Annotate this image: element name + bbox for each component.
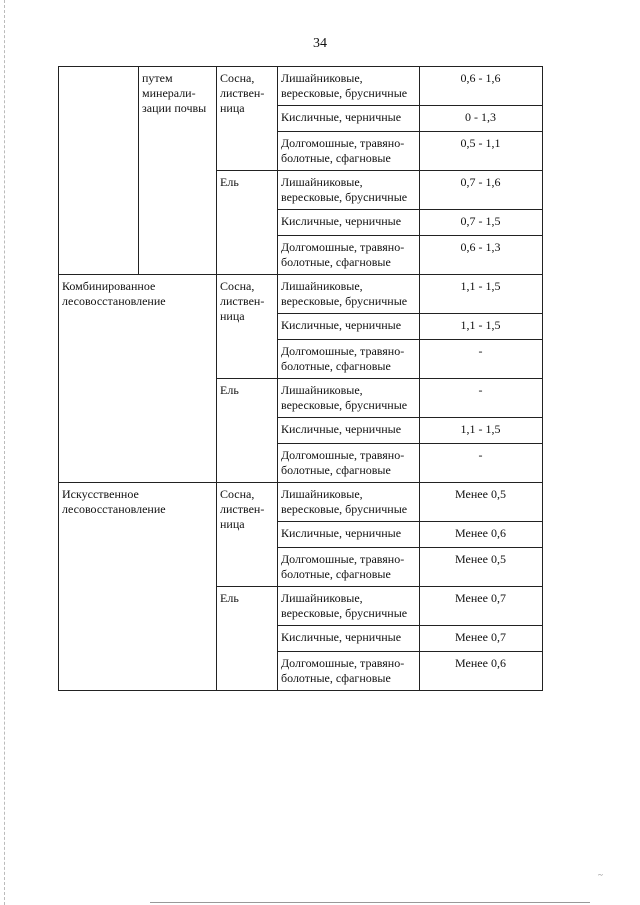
tree-species-cell: Ель: [217, 171, 278, 275]
tree-species-cell: Ель: [217, 587, 278, 691]
method-cell: Комбинированное лесовосстановление: [59, 275, 217, 483]
value-cell: -: [420, 379, 543, 418]
forest-type-cell: Кисличные, черничные: [278, 106, 420, 132]
forest-type-cell: Долгомошные, травяно-болотные, сфагновые: [278, 652, 420, 691]
value-cell: 1,1 - 1,5: [420, 418, 543, 444]
forest-type-cell: Лишайниковые, вересковые, брусничные: [278, 379, 420, 418]
value-cell: Менее 0,6: [420, 652, 543, 691]
forest-type-cell: Кисличные, черничные: [278, 210, 420, 236]
forest-type-cell: Кисличные, черничные: [278, 314, 420, 340]
forest-type-cell: Лишайниковые, вересковые, брусничные: [278, 67, 420, 106]
method-cell: Искусственное лесовосстановление: [59, 483, 217, 691]
tree-species-cell: Сосна, листвен-ница: [217, 275, 278, 379]
value-cell: Менее 0,6: [420, 522, 543, 548]
value-cell: Менее 0,5: [420, 483, 543, 522]
scan-bottom-edge: [150, 902, 590, 903]
forest-type-cell: Долгомошные, травяно-болотные, сфагновые: [278, 236, 420, 275]
method-cell: [59, 67, 139, 275]
value-cell: 0,7 - 1,5: [420, 210, 543, 236]
forest-type-cell: Лишайниковые, вересковые, брусничные: [278, 483, 420, 522]
scan-margin-line: [4, 0, 5, 905]
table-row: [59, 67, 543, 106]
value-cell: 0 - 1,3: [420, 106, 543, 132]
tree-species-cell: Сосна, листвен-ница: [217, 483, 278, 587]
scan-speck: ~: [598, 870, 603, 880]
value-cell: Менее 0,5: [420, 548, 543, 587]
value-cell: 0,6 - 1,6: [420, 67, 543, 106]
value-cell: 0,6 - 1,3: [420, 236, 543, 275]
value-cell: 0,5 - 1,1: [420, 132, 543, 171]
value-cell: 0,7 - 1,6: [420, 171, 543, 210]
forest-type-cell: Кисличные, черничные: [278, 626, 420, 652]
forest-type-cell: Кисличные, черничные: [278, 522, 420, 548]
forest-type-cell: Лишайниковые, вересковые, брусничные: [278, 275, 420, 314]
value-cell: Менее 0,7: [420, 587, 543, 626]
value-cell: 1,1 - 1,5: [420, 314, 543, 340]
value-cell: -: [420, 340, 543, 379]
page-number: 34: [313, 36, 327, 51]
forest-type-cell: Долгомошные, травяно-болотные, сфагновые: [278, 340, 420, 379]
value-cell: -: [420, 444, 543, 483]
tree-species-cell: Ель: [217, 379, 278, 483]
regeneration-table: [58, 66, 543, 691]
table-row: [59, 275, 543, 314]
sub-method-cell: путем минерали-зации почвы: [139, 67, 217, 275]
table-row: [59, 483, 543, 522]
forest-type-cell: Лишайниковые, вересковые, брусничные: [278, 587, 420, 626]
forest-type-cell: Кисличные, черничные: [278, 418, 420, 444]
value-cell: 1,1 - 1,5: [420, 275, 543, 314]
forest-type-cell: Долгомошные, травяно-болотные, сфагновые: [278, 548, 420, 587]
value-cell: Менее 0,7: [420, 626, 543, 652]
tree-species-cell: Сосна, листвен-ница: [217, 67, 278, 171]
forest-type-cell: Долгомошные, травяно-болотные, сфагновые: [278, 444, 420, 483]
forest-type-cell: Долгомошные, травяно-болотные, сфагновые: [278, 132, 420, 171]
forest-type-cell: Лишайниковые, вересковые, брусничные: [278, 171, 420, 210]
